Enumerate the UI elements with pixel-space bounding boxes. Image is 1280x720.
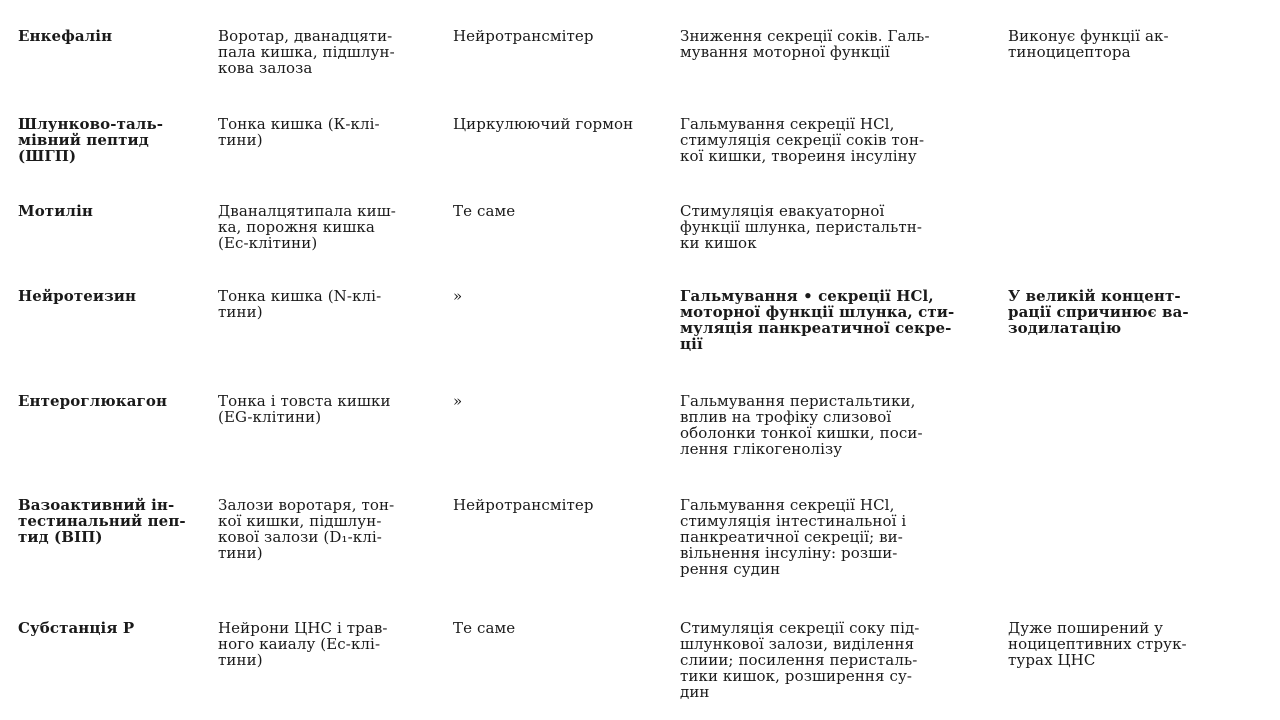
hormone-name: Нейротеизин xyxy=(18,287,137,305)
hormone-note: У великій концент- рації спричинює ва- зодилатацію xyxy=(1008,287,1189,337)
hormone-type: Циркулюючий гормон xyxy=(453,115,634,133)
hormone-type: » xyxy=(453,392,463,410)
hormone-location: Воротар, дванадцяти- пала кишка, підшлун- кова залоза xyxy=(218,27,395,77)
hormone-location: Тонка кишка (К-клі- тини) xyxy=(218,115,380,149)
hormone-location: Тонка і товста кишки (EG-клітини) xyxy=(218,392,391,426)
hormone-name: Субстанція Р xyxy=(18,619,135,637)
hormone-effect: Гальмування перистальтики, вплив на трофіку слизової оболонки тонкої кишки, поси- лення глікогенолізу xyxy=(680,392,923,458)
hormone-effect: Гальмування секреції HCl, стимуляція секреції соків тон- кої кишки, твореиня інсуліну xyxy=(680,115,925,165)
hormone-effect: Стимуляція евакуаторної функції шлунка, перистальтн- ки кишок xyxy=(680,202,923,252)
hormone-effect: Гальмування • секреції HCl, моторної функції шлунка, сти- муляція панкреатичної секре- ції xyxy=(680,287,955,353)
hormone-type: » xyxy=(453,287,463,305)
hormone-type: Те саме xyxy=(453,202,516,220)
hormone-name: Мотилін xyxy=(18,202,93,220)
hormone-note: Дуже поширений у ноцицептивних струк- турах ЦНС xyxy=(1008,619,1187,669)
hormone-type: Те саме xyxy=(453,619,516,637)
hormone-name: Вазоактивний ін- тестинальний пеп- тид (ВІП) xyxy=(18,496,186,546)
hormone-name: Шлунково-таль- мівний пептид (ШГП) xyxy=(18,115,164,165)
hormone-effect: Зниження секреції соків. Галь- мування моторної функції xyxy=(680,27,930,61)
hormone-name: Ентероглюкагон xyxy=(18,392,168,410)
hormone-name: Енкефалін xyxy=(18,27,113,45)
hormone-type: Нейротрансмітер xyxy=(453,27,594,45)
hormone-location: Дваналцятипала киш- ка, порожня кишка (Ес-клітини) xyxy=(218,202,396,252)
hormone-effect: Стимуляція секреції соку під- шлункової залози, виділення слиии; посилення перисталь- тики кишок, розширення су- дин xyxy=(680,619,920,701)
hormone-location: Тонка кишка (N-клі- тини) xyxy=(218,287,382,321)
hormone-note: Виконує функції ак- тиноцицептора xyxy=(1008,27,1169,61)
hormone-location: Нейрони ЦНС і трав- ного каиалу (Ес-клі- тини) xyxy=(218,619,388,669)
hormone-type: Нейротрансмітер xyxy=(453,496,594,514)
hormone-effect: Гальмування секреції HCl, стимуляція інтестинальної і панкреатичної секреції; ви- вільнення інсуліну: розши- рення судин xyxy=(680,496,907,578)
hormone-location: Залози воротаря, тон- кої кишки, підшлун- кової залози (D₁-клі- тини) xyxy=(218,496,395,562)
